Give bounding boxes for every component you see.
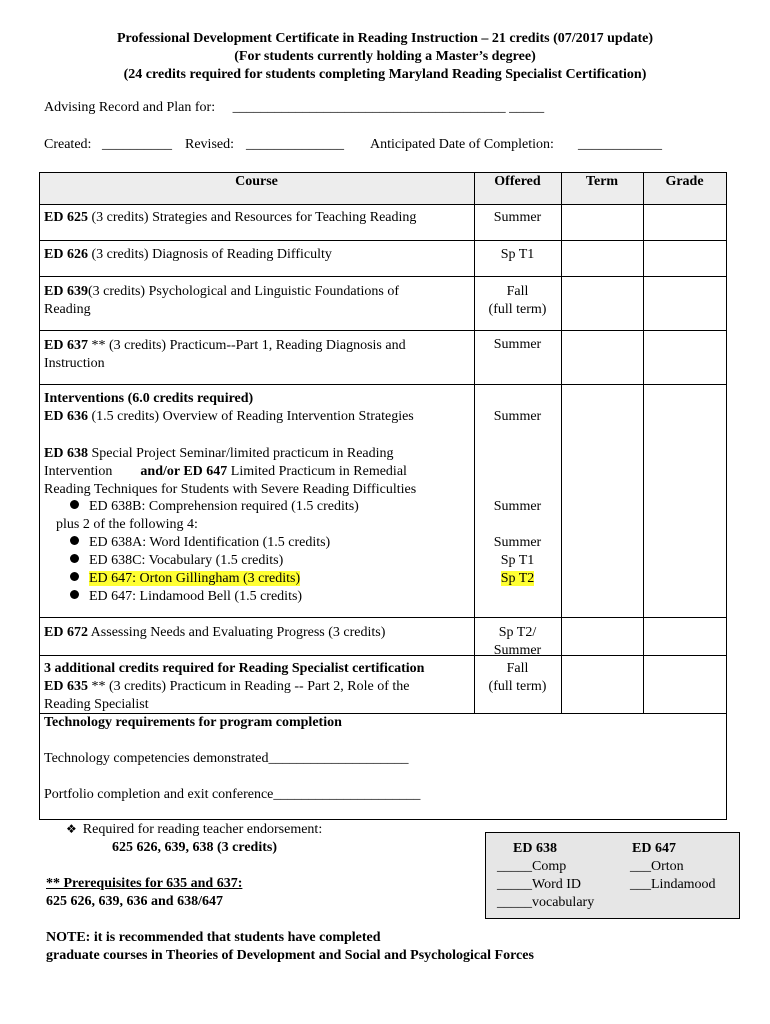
diamond-bullet-icon: ❖ xyxy=(66,822,77,836)
course-ed626 xyxy=(44,247,332,263)
tracker-title: ED 647 xyxy=(632,841,676,856)
offered-638b: Summer xyxy=(493,499,542,514)
page-subtitle: (For students currently holding a Master’s degree) xyxy=(234,49,536,64)
plus-two-note: plus 2 of the following 4: xyxy=(56,517,198,532)
course-description: (1.5 credits) Overview of Reading Intervention Strategies xyxy=(87,409,414,424)
endorsement-label: Required for reading teacher endorsement: xyxy=(82,822,323,837)
technology-heading: Technology requirements for program completion xyxy=(44,715,342,730)
offered-highlighted: Sp T2 xyxy=(500,571,535,586)
offered-ed637: Summer xyxy=(493,337,542,352)
offered-638c: Sp T1 xyxy=(500,553,535,568)
advising-blank[interactable]: _______________________________________ _____ xyxy=(232,100,545,115)
course-description: (3 credits) Psychological and Linguistic Foundations of xyxy=(87,284,400,299)
list-item-647-lindamood xyxy=(70,589,302,605)
course-ed637 xyxy=(44,337,406,373)
course-description: Special Project Seminar/limited practicum in Reading xyxy=(87,446,394,461)
additional-credits-heading: 3 additional credits required for Reading Specialist certification xyxy=(44,661,425,676)
column-header-course: Course xyxy=(235,174,278,189)
list-item-label-highlighted: ED 647: Orton Gillingham (3 credits) xyxy=(89,571,301,586)
page-subtitle-2: (24 credits required for students completing Maryland Reading Specialist Certification) xyxy=(123,67,647,82)
course-ed636 xyxy=(44,409,414,425)
offered-term: Fall xyxy=(506,284,529,299)
course-description-cont: Reading xyxy=(44,302,91,317)
revised-label: Revised: xyxy=(185,137,234,152)
offered-term: Summer xyxy=(493,643,542,658)
column-header-grade: Grade xyxy=(665,174,704,189)
completion-blank[interactable]: ____________ xyxy=(578,137,662,152)
course-description: ** (3 credits) Practicum in Reading -- Part 2, Role of the xyxy=(87,679,410,694)
course-code: ED 639 xyxy=(44,284,88,299)
portfolio-completion-field[interactable]: Portfolio completion and exit conference_____________________ xyxy=(44,787,421,802)
bullet-icon xyxy=(70,554,79,563)
created-label: Created: xyxy=(44,137,92,152)
advising-label: Advising Record and Plan for: xyxy=(44,100,216,115)
alt-course-code: and/or ED 647 xyxy=(140,464,228,479)
offered-ed635 xyxy=(474,660,561,696)
list-item-label: ED 638B: Comprehension required (1.5 credits) xyxy=(89,499,359,514)
bullet-icon xyxy=(70,536,79,545)
course-ed639 xyxy=(44,283,399,319)
offered-term: Sp T2/ xyxy=(498,625,537,640)
column-header-term: Term xyxy=(585,174,619,189)
endorsement-note xyxy=(66,822,322,838)
course-description-cont: Instruction xyxy=(44,356,105,371)
bullet-icon xyxy=(70,572,79,581)
course-description: (3 credits) Diagnosis of Reading Difficulty xyxy=(87,247,332,262)
tracker-orton-field[interactable]: ___Orton xyxy=(630,859,684,874)
created-blank[interactable]: __________ xyxy=(102,137,172,152)
prerequisites-label: ** Prerequisites for 635 and 637: xyxy=(46,876,243,891)
bullet-icon xyxy=(70,500,79,509)
revised-blank[interactable]: ______________ xyxy=(246,137,344,152)
course-code: ED 626 xyxy=(44,247,88,262)
tracker-word-id-field[interactable]: _____Word ID xyxy=(497,877,582,892)
tracker-title: ED 638 xyxy=(513,841,557,856)
column-header-offered: Offered xyxy=(494,174,541,189)
note-line-1: NOTE: it is recommended that students have completed xyxy=(46,930,381,945)
course-description-cont: Reading Techniques for Students with Severe Reading Difficulties xyxy=(44,482,417,497)
course-description-cont: Limited Practicum in Remedial xyxy=(227,464,407,479)
list-item-label: ED 638A: Word Identification (1.5 credits) xyxy=(89,535,331,550)
page-title: Professional Development Certificate in Reading Instruction – 21 credits (07/2017 update) xyxy=(116,31,654,46)
offered-ed626: Sp T1 xyxy=(500,247,535,262)
course-description-cont: Intervention xyxy=(44,464,113,479)
advising-record-line xyxy=(44,100,544,116)
course-code: ED 638 xyxy=(44,446,88,461)
course-ed672 xyxy=(44,625,385,641)
bullet-icon xyxy=(70,590,79,599)
course-code: ED 635 xyxy=(44,679,88,694)
document-header xyxy=(0,30,770,84)
ed638-tracker xyxy=(497,840,594,912)
list-item-638a xyxy=(70,535,330,551)
completion-label: Anticipated Date of Completion: xyxy=(370,137,554,152)
technology-competencies-field[interactable]: Technology competencies demonstrated____________________ xyxy=(44,751,409,766)
offered-ed625: Summer xyxy=(493,210,542,225)
course-code: ED 672 xyxy=(44,625,88,640)
ed647-tracker xyxy=(630,840,716,894)
tracker-lindamood-field[interactable]: ___Lindamood xyxy=(630,877,716,892)
course-ed635 xyxy=(44,660,424,714)
list-item-638b xyxy=(70,499,359,515)
list-item-638c xyxy=(70,553,283,569)
offered-647-orton xyxy=(474,571,561,587)
offered-ed672 xyxy=(474,624,561,660)
course-description: ** (3 credits) Practicum--Part 1, Reading Diagnosis and xyxy=(87,338,406,353)
offered-ed636: Summer xyxy=(493,409,542,424)
endorsement-courses: 625 626, 639, 638 (3 credits) xyxy=(112,840,277,855)
prerequisites-courses: 625 626, 639, 636 and 638/647 xyxy=(46,894,223,909)
offered-638a: Summer xyxy=(493,535,542,550)
course-description: Assessing Needs and Evaluating Progress (3 credits) xyxy=(87,625,386,640)
offered-term-note: (full term) xyxy=(488,679,547,694)
course-ed625 xyxy=(44,210,416,226)
list-item-label: ED 647: Lindamood Bell (1.5 credits) xyxy=(89,589,303,604)
offered-ed639 xyxy=(474,283,561,319)
offered-term: Fall xyxy=(506,661,529,676)
tracker-vocabulary-field[interactable]: _____vocabulary xyxy=(497,895,595,910)
course-code: ED 636 xyxy=(44,409,88,424)
course-description-cont: Reading Specialist xyxy=(44,697,149,712)
course-code: ED 637 xyxy=(44,338,88,353)
list-item-label: ED 638C: Vocabulary (1.5 credits) xyxy=(89,553,284,568)
course-code: ED 625 xyxy=(44,210,88,225)
course-description: (3 credits) Strategies and Resources for Teaching Reading xyxy=(87,210,417,225)
offered-term-note: (full term) xyxy=(488,302,547,317)
note-line-2: graduate courses in Theories of Development and Social and Psychological Forces xyxy=(46,948,534,963)
tracker-comp-field[interactable]: _____Comp xyxy=(497,859,567,874)
interventions-heading: Interventions (6.0 credits required) xyxy=(44,391,254,406)
list-item-647-orton xyxy=(70,571,300,587)
course-ed638 xyxy=(44,445,416,499)
